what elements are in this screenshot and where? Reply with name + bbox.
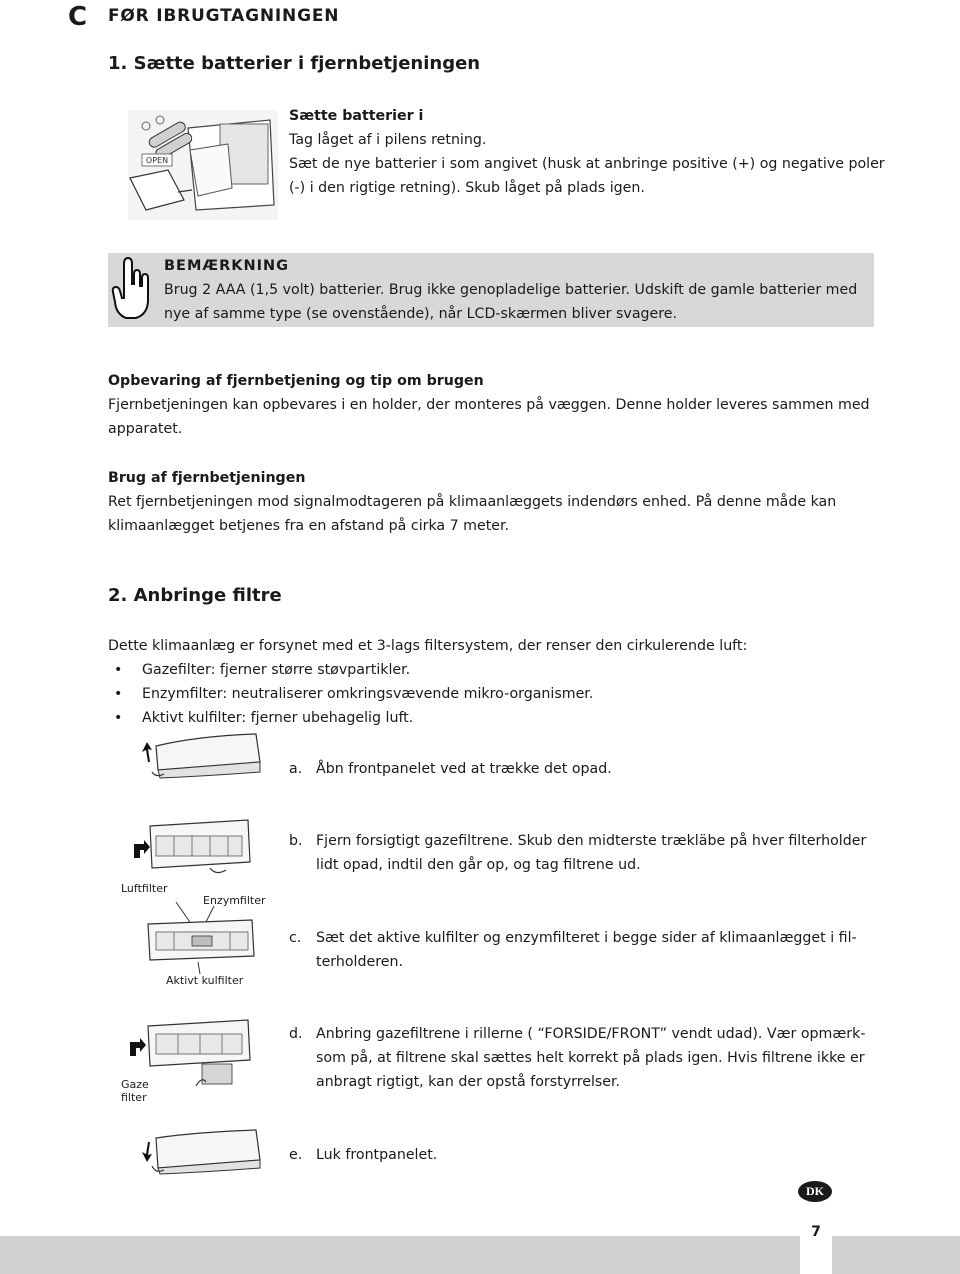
section2-title: 2. Anbringe filtre [108, 585, 282, 606]
batteries-heading: Sætte batterier i [289, 108, 424, 124]
list-item: • Aktivt kulfilter: fjerner ubehagelig luft. [112, 706, 593, 730]
ac-remove-filter-figure [130, 818, 260, 884]
step-line: Åbn frontpanelet ved at trække det opad. [316, 761, 612, 777]
step-letter: e. [289, 1147, 303, 1163]
language-badge: DK [798, 1181, 832, 1202]
caption-luftfilter: Luftfilter [121, 882, 168, 895]
batteries-line-2: Sæt de nye batterier i som angivet (husk at anbringe positive (+) og negative poler [289, 156, 885, 172]
hand-icon [110, 256, 152, 322]
battery-remote-figure [128, 110, 278, 220]
step-line: lidt opad, indtil den går op, og tag filtrene ud. [316, 857, 641, 873]
batteries-line-1: Tag låget af i pilens retning. [289, 132, 487, 148]
filter-list [112, 658, 593, 730]
step-line: anbragt rigtigt, kan der opstå forstyrrelser. [316, 1074, 621, 1090]
ac-charcoal-filter-figure [136, 900, 262, 976]
step-line: terholderen. [316, 954, 403, 970]
chapter-title: FØR IBRUGTAGNINGEN [108, 6, 340, 26]
usage-heading: Brug af fjernbetjeningen [108, 470, 306, 486]
storage-line-2: apparatet. [108, 421, 183, 437]
step-letter: b. [289, 833, 303, 849]
ac-close-panel-figure [138, 1128, 266, 1176]
note-heading: BEMÆRKNING [164, 258, 290, 274]
step-letter: d. [289, 1026, 303, 1042]
section1-title: 1. Sætte batterier i fjernbetjeningen [108, 53, 481, 74]
step-a [289, 757, 879, 781]
page-number: 7 [811, 1224, 821, 1240]
step-line: som på, at filtrene skal sættes helt korrekt på plads igen. Hvis filtrene ikke er [316, 1050, 865, 1066]
usage-line-2: klimaanlægget betjenes fra en afstand på cirka 7 meter. [108, 518, 510, 534]
step-c [289, 926, 879, 974]
list-item: • Gazefilter: fjerner større støvpartikler. [112, 658, 593, 682]
caption-filter: filter [121, 1091, 147, 1104]
caption-enzymfilter: Enzymfilter [203, 894, 266, 907]
step-e [289, 1143, 879, 1167]
caption-aktivt-kulfilter: Aktivt kulfilter [166, 974, 244, 987]
note-line-2: nye af samme type (se ovenstående), når LCD-skærmen bliver svagere. [164, 306, 678, 322]
step-line: Anbring gazefiltrene i rillerne ( “FORSIDE/FRONT” vendt udad). Vær opmærk- [316, 1026, 866, 1042]
list-item: • Enzymfilter: neutraliserer omkringsvævende mikro-organismer. [112, 682, 593, 706]
step-line: Fjern forsigtigt gazefiltrene. Skub den midterste trækläbe på hver filterholder [316, 833, 867, 849]
step-line: Luk frontpanelet. [316, 1147, 438, 1163]
open-label: OPEN [145, 156, 169, 165]
storage-line-1: Fjernbetjeningen kan opbevares i en holder, der monteres på væggen. Denne holder leveres sammen med [108, 397, 870, 413]
ac-open-panel-figure [138, 732, 266, 782]
caption-gaze: Gaze [121, 1078, 149, 1091]
step-letter: a. [289, 761, 303, 777]
storage-heading: Opbevaring af fjernbetjening og tip om brugen [108, 373, 484, 389]
step-letter: c. [289, 930, 302, 946]
note-line-1: Brug 2 AAA (1,5 volt) batterier. Brug ikke genopladelige batterier. Udskift de gamle batterier med [164, 282, 858, 298]
chapter-letter: C [68, 2, 88, 32]
batteries-line-3: (-) i den rigtige retning). Skub låget på plads igen. [289, 180, 645, 196]
section2-intro: Dette klimaanlæg er forsynet med et 3-lags filtersystem, der renser den cirkulerende luft: [108, 638, 748, 654]
step-line: Sæt det aktive kulfilter og enzymfilteret i begge sider af klimaanlægget i fil- [316, 930, 857, 946]
step-b [289, 829, 879, 877]
step-d [289, 1022, 879, 1094]
usage-line-1: Ret fjernbetjeningen mod signalmodtageren på klimaanlæggets indendørs enhed. På denne måde kan [108, 494, 837, 510]
